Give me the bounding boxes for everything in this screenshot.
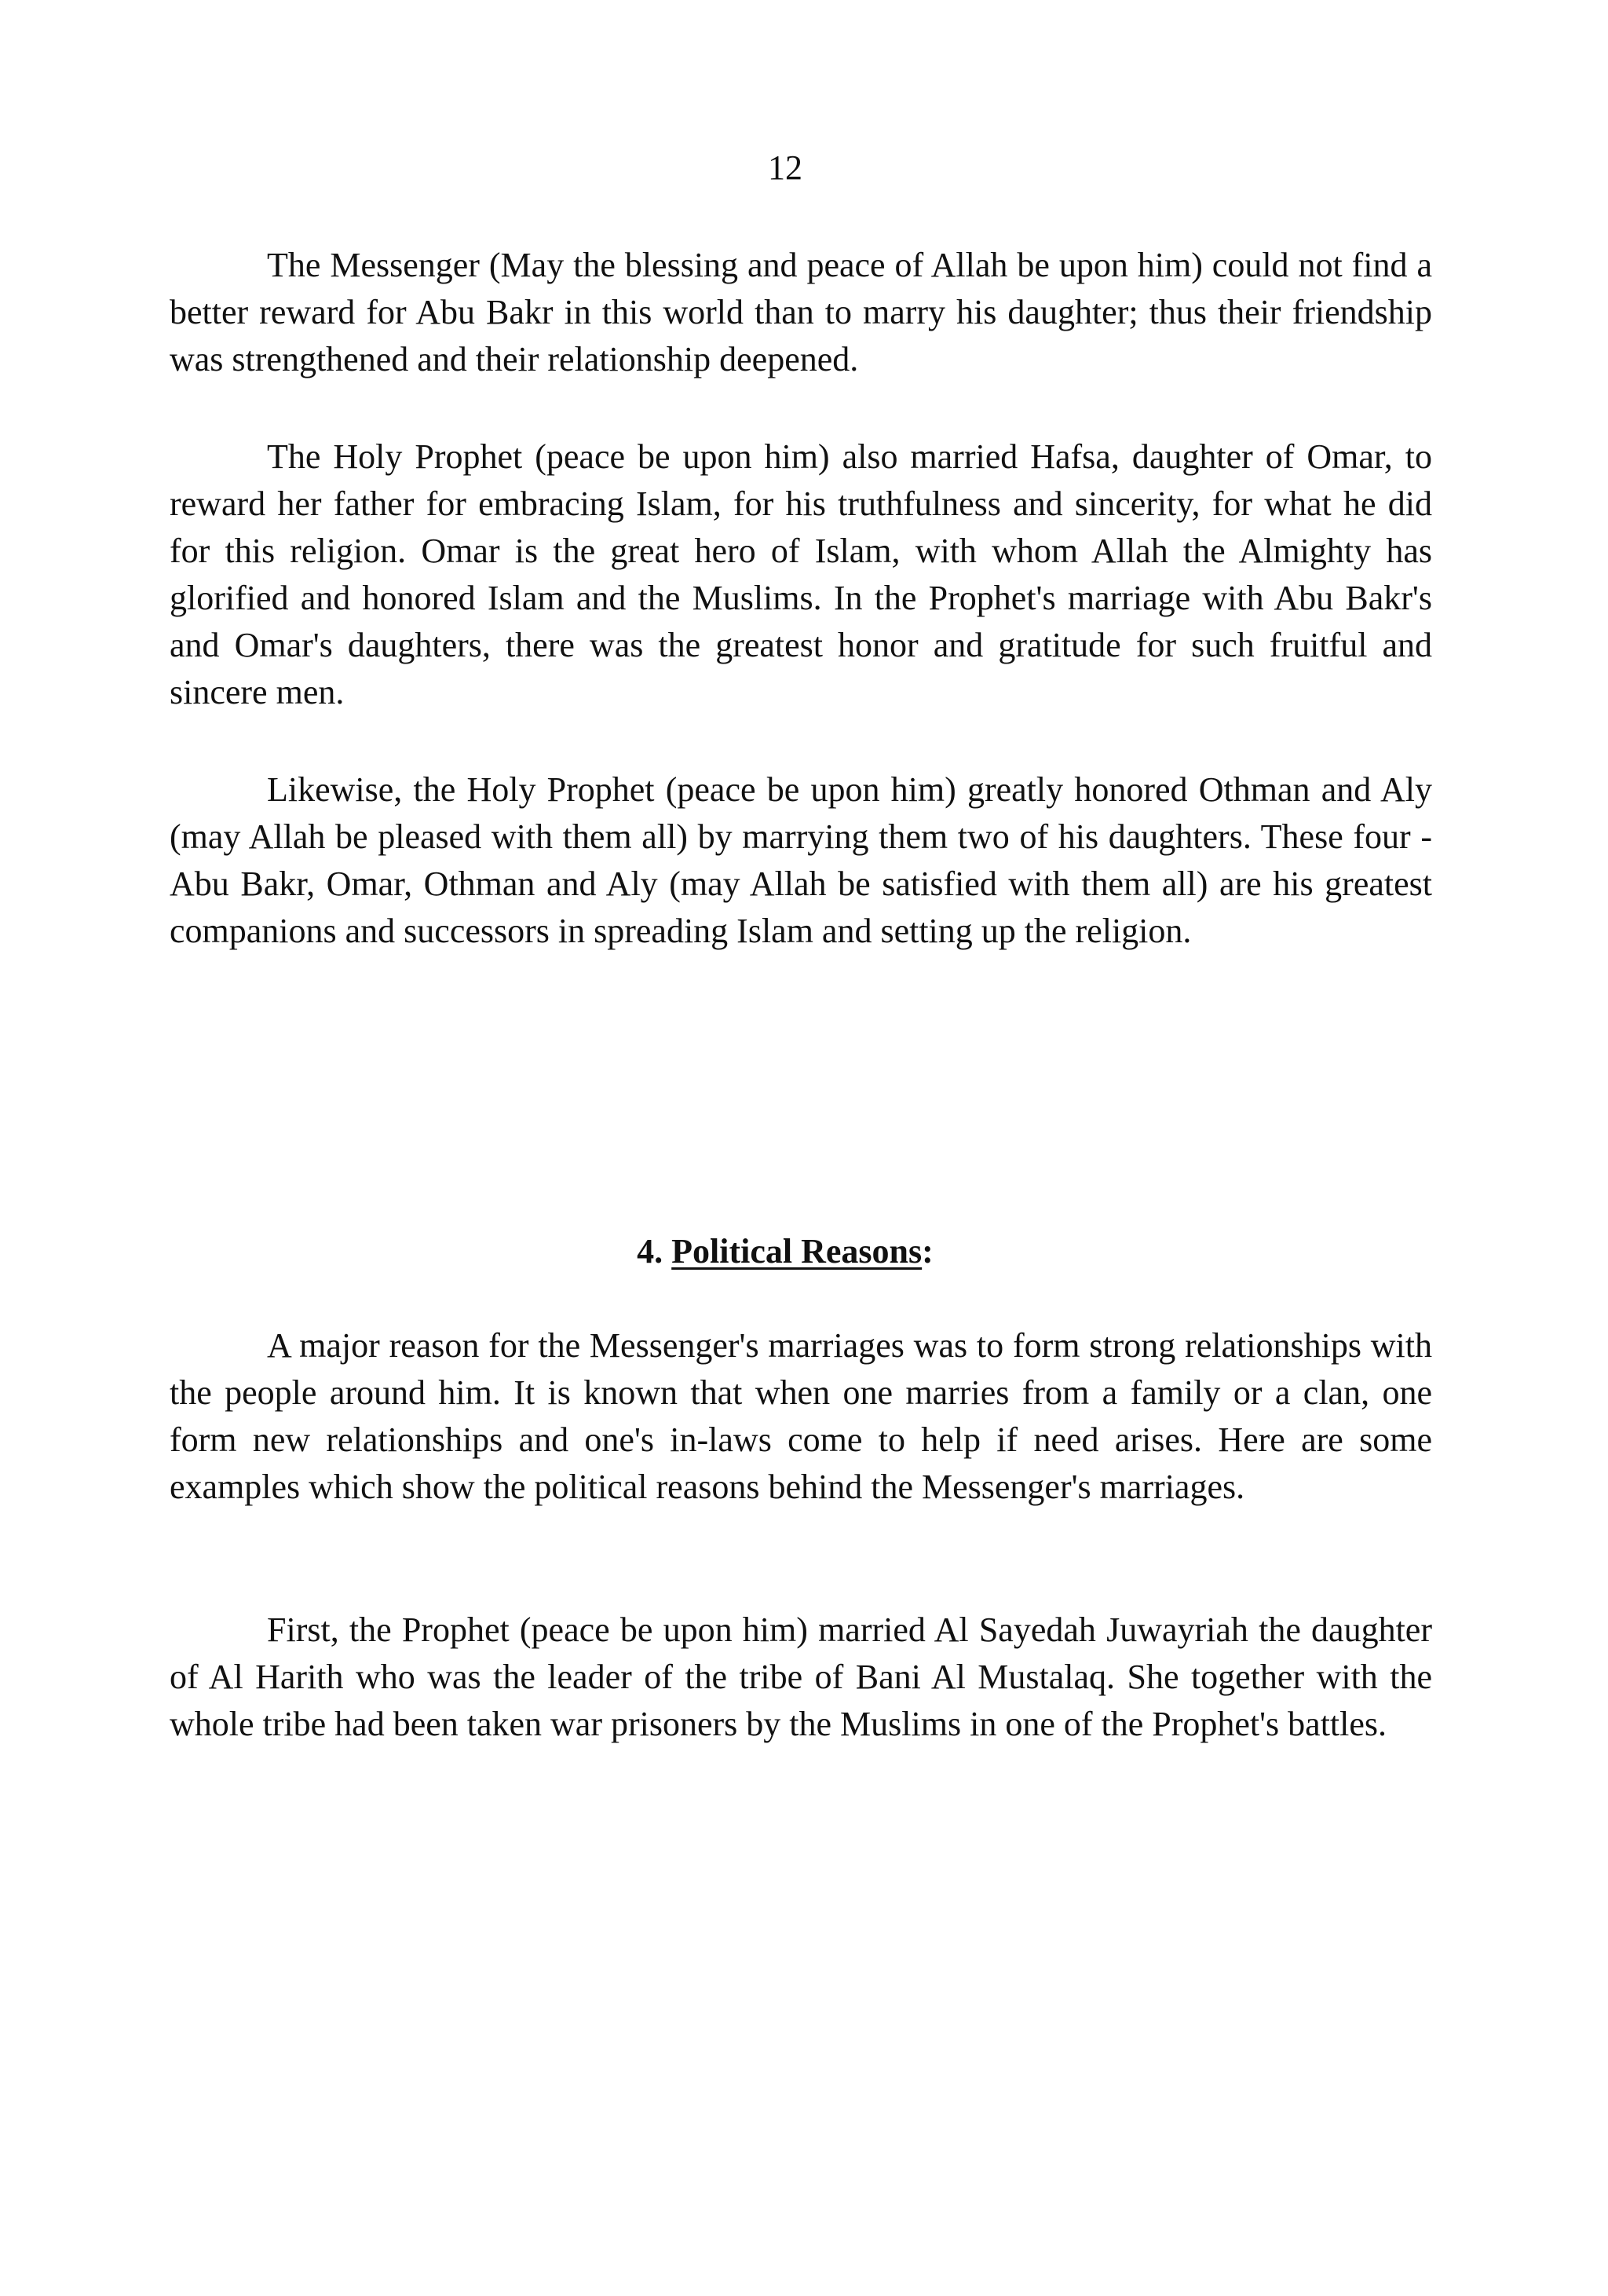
paragraph-othman-aly: Likewise, the Holy Prophet (peace be upon him) greatly honored Othman and Aly (may Allah be pleased with them all) by marrying them two of his daughters. These four - Abu Bakr, Omar, Othman and Aly (may Allah be satisfied with them all) are his greatest companions and successors in spreading Islam and setting up the religion. <box>170 770 1432 950</box>
page-number: 12 <box>768 148 802 187</box>
section-number: 4. <box>637 1232 663 1270</box>
paragraph-abu-bakr: The Messenger (May the blessing and peace of Allah be upon him) could not find a better reward for Abu Bakr in this world than to marry his daughter; thus their friendship was strengthened and their relationship deepened. <box>170 246 1432 378</box>
section-title: Political Reasons <box>671 1232 923 1270</box>
paragraph-political-reasons: A major reason for the Messenger's marriages was to form strong relationships with the people around him. It is known that when one marries from a family or a clan, one form new relationships and one's in-laws come to help if need arises. Here are some examples which show the political reasons behind the Messenger's marriages. <box>170 1326 1432 1506</box>
paragraph-juwayriah: First, the Prophet (peace be upon him) married Al Sayedah Juwayriah the daughter of Al Harith who was the leader of the tribe of Bani Al Mustalaq. She together with the whole tribe had been taken war prisoners by the Muslims in one of the Prophet's battles. <box>170 1610 1432 1743</box>
paragraph-hafsa-omar: The Holy Prophet (peace be upon him) also married Hafsa, daughter of Omar, to reward her father for embracing Islam, for his truthfulness and sincerity, for what he did for this religion. Omar is the great hero of Islam, with whom Allah the Almighty has glorified and honored Islam and the Muslims. In the Prophet's marriage with Abu Bakr's and Omar's daughters, there was the greatest honor and gratitude for such fruitful and sincere men. <box>170 437 1432 711</box>
section-title-suffix: : <box>922 1232 934 1270</box>
section-heading <box>0 1228 1570 1275</box>
